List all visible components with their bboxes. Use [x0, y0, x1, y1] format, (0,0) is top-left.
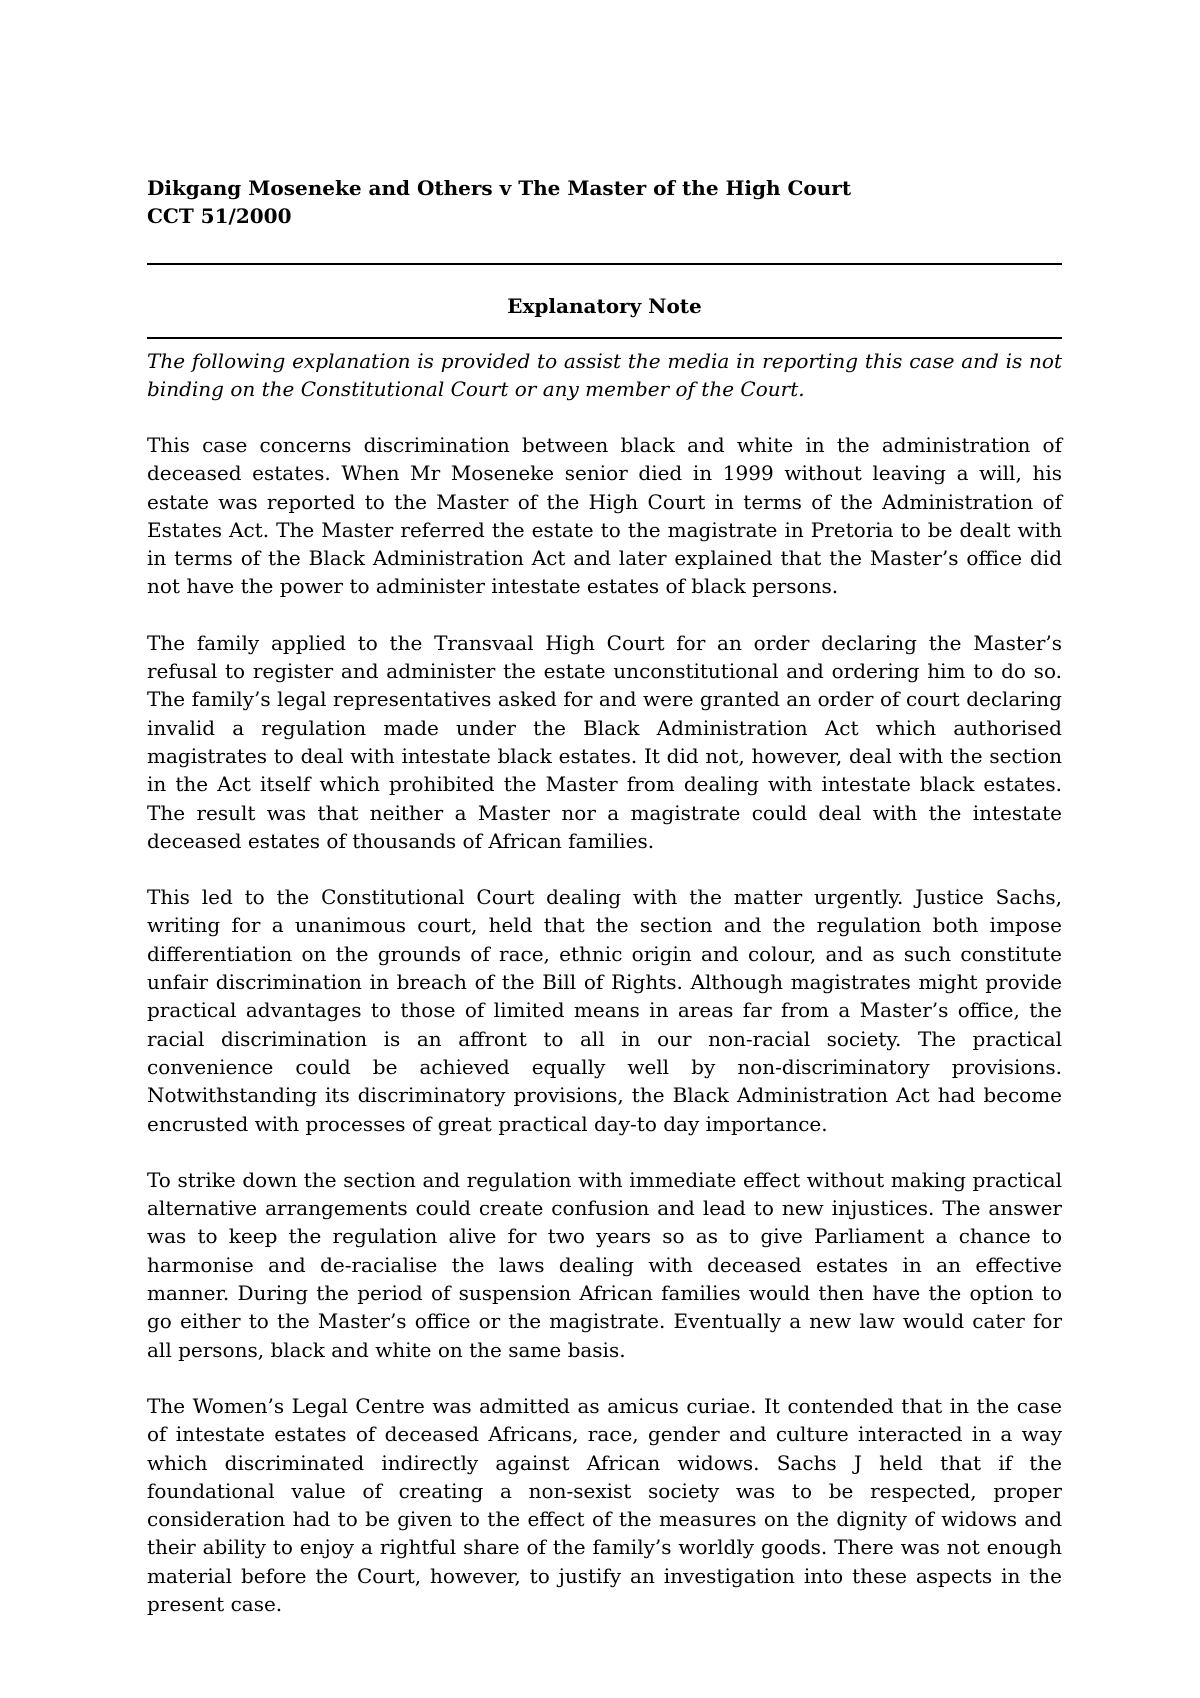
- case-number: CCT 51/2000: [147, 204, 292, 228]
- bottom-divider: [147, 337, 1062, 339]
- paragraph-background: This case concerns discrimination between black and white in the administration of deceased estates. When Mr Moseneke senior died in 1999 without leaving a will, his estate was reported to the Master of the High Court in terms of the Administration of Estates Act. The Master referred the estate to the magistrate in Pretoria to be dealt with in terms of the Black Administration Act and later explained that the Master’s office did not have the power to administer intestate estates of black persons.: [147, 433, 1062, 599]
- top-divider: [147, 263, 1062, 265]
- explanatory-note-heading: Explanatory Note: [507, 294, 702, 318]
- paragraph-remedy: To strike down the section and regulation with immediate effect without making practical alternative arrangements could create confusion and lead to new injustices. The answer was to keep the regulation alive for two years so as to give Parliament a chance to harmonise and de-racialise the laws dealing with deceased estates in an effective manner. During the period of suspension African families would then have the option to go either to the Master’s office or the magistrate. Eventually a new law would cater for all persons, black and white on the same basis.: [147, 1167, 1062, 1362]
- paragraph-high-court: The family applied to the Transvaal High Court for an order declaring the Master’s refusal to register and administer the estate unconstitutional and ordering him to do so. The family’s legal representatives asked for and were granted an order of court declaring invalid a regulation made under the Black Administration Act which authorised magistrates to deal with intestate black estates. It did not, however, deal with the section in the Act itself which prohibited the Master from dealing with intestate black estates. The result was that neither a Master nor a magistrate could deal with the intestate deceased estates of thousands of African families.: [147, 630, 1062, 853]
- document-page: [147, 174, 1062, 1618]
- media-disclaimer: The following explanation is provided to assist the media in reporting this case and is not binding on the Constitutional Court or any member of the Court.: [147, 349, 1062, 401]
- case-title: Dikgang Moseneke and Others v The Master of the High Court: [147, 176, 852, 200]
- paragraph-amicus: The Women’s Legal Centre was admitted as amicus curiae. It contended that in the case of intestate estates of deceased Africans, race, gender and culture interacted in a way which discriminated indirectly against African widows. Sachs J held that if the foundational value of creating a non-sexist society was to be respected, proper consideration had to be given to the effect of the measures on the dignity of widows and their ability to enjoy a rightful share of the family’s worldly goods. There was not enough material before the Court, however, to justify an investigation into these aspects in the present case.: [147, 1393, 1062, 1616]
- paragraph-constitutional-court: This led to the Constitutional Court dealing with the matter urgently. Justice Sachs, writing for a unanimous court, held that the section and the regulation both impose differentiation on the grounds of race, ethnic origin and colour, and as such constitute unfair discrimination in breach of the Bill of Rights. Although magistrates might provide practical advantages to those of limited means in areas far from a Master’s office, the racial discrimination is an affront to all in our non-racial society. The practical convenience could be achieved equally well by non-discriminatory provisions. Notwithstanding its discriminatory provisions, the Black Administration Act had become encrusted with processes of great practical day-to day importance.: [147, 885, 1062, 1136]
